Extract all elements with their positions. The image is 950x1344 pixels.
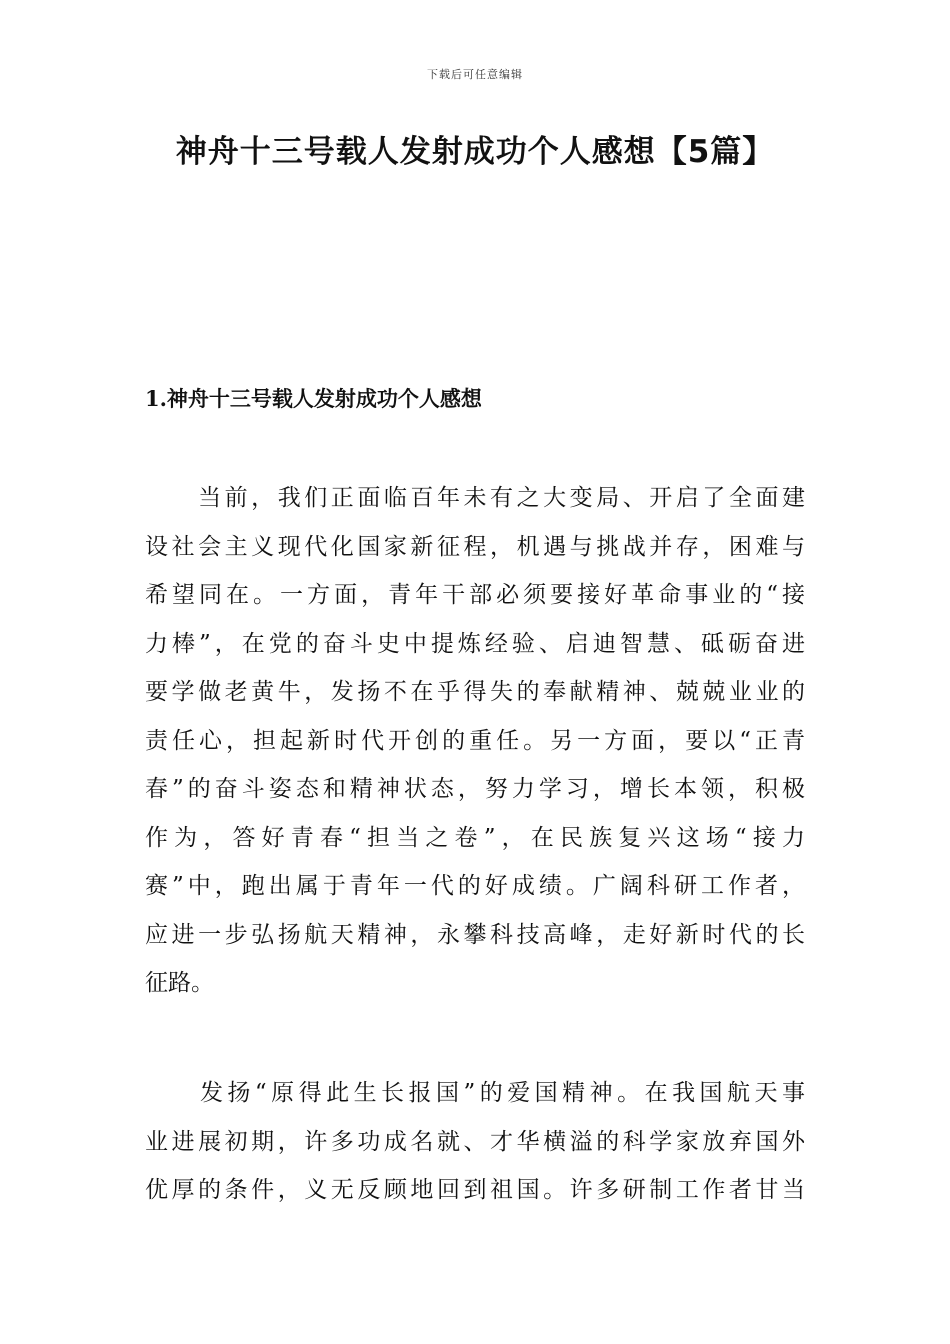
paragraph-line: 设社会主义现代化国家新征程，机遇与挑战并存，困难与 bbox=[145, 533, 805, 560]
paragraph-line: 作为，答好青春“担当之卷”，在民族复兴这场“接力 bbox=[145, 824, 805, 851]
paragraph-line: 业进展初期，许多功成名就、才华横溢的科学家放弃国外 bbox=[145, 1128, 805, 1155]
paragraph-1 bbox=[145, 474, 805, 1008]
paragraph-line: 要学做老黄牛，发扬不在乎得失的奉献精神、兢兢业业的 bbox=[145, 679, 805, 705]
paragraph-line: 力棒”，在党的奋斗史中提炼经验、启迪智慧、砥砺奋进 bbox=[145, 630, 805, 657]
paragraph-line: 春”的奋斗姿态和精神状态，努力学习，增长本领，积极 bbox=[145, 776, 805, 802]
header-note: 下载后可任意编辑 bbox=[427, 68, 523, 81]
paragraph-line: 应进一步弘扬航天精神，永攀科技高峰，走好新时代的长 bbox=[145, 921, 805, 948]
paragraph-2 bbox=[145, 1069, 805, 1215]
paragraph-line: 赛”中，跑出属于青年一代的好成绩。广阔科研工作者， bbox=[145, 873, 805, 899]
paragraph-line: 发扬“原得此生长报国”的爱国精神。在我国航天事 bbox=[145, 1080, 805, 1106]
paragraph-line: 责任心，担起新时代开创的重任。另一方面，要以“正青 bbox=[145, 727, 805, 754]
paragraph-line: 当前，我们正面临百年未有之大变局、开启了全面建 bbox=[145, 485, 805, 511]
document-title: 神舟十三号载人发射成功个人感想【5篇】 bbox=[175, 134, 775, 170]
paragraph-line: 优厚的条件，义无反顾地回到祖国。许多研制工作者甘当 bbox=[145, 1177, 805, 1203]
section-heading: 1.神舟十三号载人发射成功个人感想 bbox=[145, 386, 482, 411]
paragraph-line: 希望同在。一方面，青年干部必须要接好革命事业的“接 bbox=[145, 582, 805, 608]
paragraph-line: 征路。 bbox=[145, 970, 214, 996]
